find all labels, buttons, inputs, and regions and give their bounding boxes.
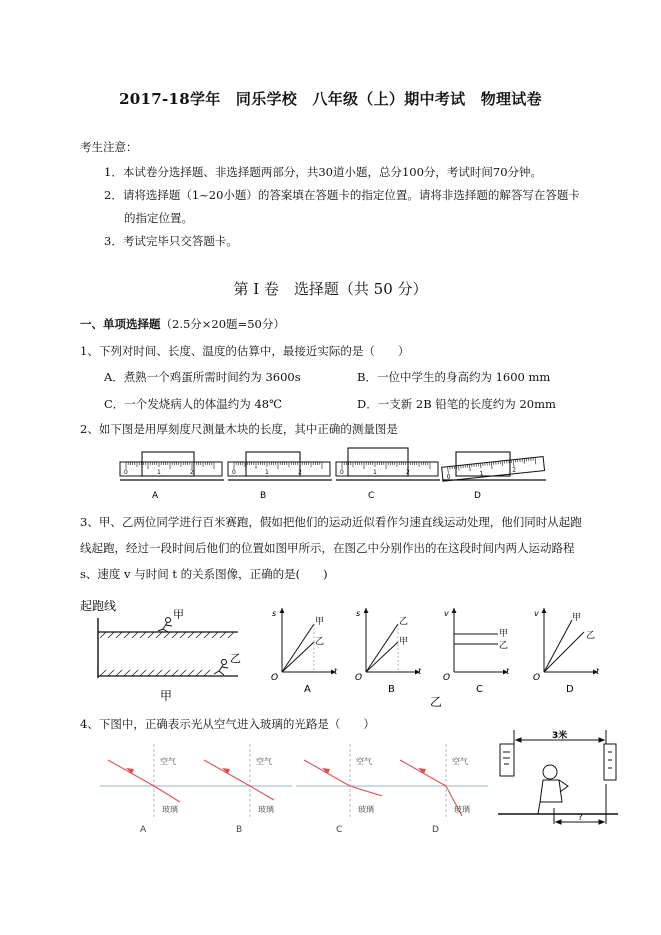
ruler-label: B: [260, 491, 267, 501]
graph-a: [271, 608, 338, 695]
line-label-bottom: 乙: [499, 641, 509, 651]
svg-text:1: 1: [373, 469, 377, 476]
x-axis-label: t: [334, 667, 338, 676]
y-axis-label: v: [534, 609, 539, 618]
origin-label: O: [443, 673, 451, 683]
svg-text:2: 2: [511, 466, 517, 474]
line-label-bottom: 乙: [315, 637, 325, 647]
q3-graphs-figure: [262, 598, 600, 710]
section-title: 第 I 卷 选择题（共 50 分）: [233, 280, 428, 298]
ruler-label: D: [474, 491, 481, 501]
unknown-distance-label: ?: [578, 813, 583, 823]
q3-track-figure: [78, 596, 248, 706]
y-axis-label: s: [272, 609, 277, 618]
graph-c: [443, 608, 510, 695]
air-label: 空气: [256, 757, 272, 766]
part1-title: 一、单项选择题: [80, 317, 161, 331]
part1-heading: [80, 316, 285, 332]
q1-option-b: B．一位中学生的身高约为 1600 mm: [357, 370, 551, 384]
start-line-label: 起跑线: [80, 599, 117, 613]
y-axis-label: s: [356, 609, 361, 618]
page-title: 2017-18学年 同乐学校 八年级（上）期中考试 物理试卷: [119, 90, 542, 108]
q4-stem: 4、下图中，正确表示光从空气进入玻璃的光路是（ ）: [80, 717, 375, 731]
graph-label: A: [304, 684, 311, 695]
svg-text:0: 0: [446, 473, 451, 481]
svg-text:2: 2: [406, 469, 410, 476]
q2-stem: 2、如下图是用厚刻度尺测量木块的长度，其中正确的测量图是: [80, 422, 398, 436]
graph-label: D: [566, 684, 574, 695]
line-label-top: 甲: [315, 617, 325, 627]
air-label: 空气: [160, 757, 176, 766]
diagram-label: B: [236, 825, 243, 835]
svg-text:0: 0: [232, 469, 236, 476]
graph-d: [533, 608, 600, 695]
ruler-label: A: [152, 491, 159, 501]
notice-heading: 考生注意：: [80, 140, 138, 154]
line-label-top: 乙: [399, 617, 409, 627]
q2-ruler-figure: [120, 440, 550, 502]
runner-yi-label: 乙: [230, 652, 241, 665]
line-label-top: 甲: [572, 613, 582, 623]
q4-refraction-figure: [100, 744, 490, 838]
svg-text:2: 2: [190, 469, 194, 476]
y-axis-label: v: [444, 609, 449, 618]
line-label-bottom: 甲: [399, 637, 409, 647]
air-label: 空气: [356, 757, 372, 766]
glass-label: 玻璃: [258, 805, 274, 814]
q3-line-2: 线起跑，经过一段时间后他们的位置如图甲所示，在图乙中分别作出的在这段时间内两人运动路程: [80, 541, 575, 555]
svg-text:1: 1: [265, 469, 269, 476]
svg-text:2: 2: [298, 469, 302, 476]
diagram-label: D: [432, 825, 439, 835]
glass-label: 玻璃: [454, 805, 470, 814]
q3-line-3: s、速度 v 与时间 t 的关系图像，正确的是( ): [80, 567, 328, 581]
refraction-diagram-c: [296, 744, 392, 835]
diagram-label: A: [140, 825, 147, 835]
distance-label: 3米: [552, 731, 568, 741]
svg-text:0: 0: [124, 469, 128, 476]
q3-line-1: 3、甲、乙两位同学进行百米赛跑，假如把他们的运动近似看作匀速直线运动处理，他们同时从起跑: [80, 515, 582, 529]
line-label-bottom: 乙: [586, 631, 596, 641]
air-label: 空气: [452, 757, 468, 766]
q1-option-d: D．一支新 2B 铅笔的长度约为 20mm: [357, 397, 556, 411]
ruler-diagram-c: [336, 448, 440, 501]
eye-test-figure: [494, 728, 624, 830]
runner-yi-icon: [214, 660, 228, 676]
svg-text:1: 1: [479, 469, 484, 478]
q1-stem: 1、下列对时间、长度、温度的估算中，最接近实际的是（ ）: [80, 344, 410, 358]
part1-score: （2.5分×20题=50分）: [160, 317, 285, 331]
origin-label: O: [533, 673, 541, 683]
svg-text:0: 0: [340, 469, 344, 476]
refraction-diagram-a: [100, 744, 196, 835]
x-axis-label: t: [418, 667, 422, 676]
notice-item-3: 3．考试完毕只交答题卡。: [104, 234, 238, 248]
ruler-diagram-b: [228, 452, 332, 501]
graph-label: B: [388, 684, 395, 695]
graph-label: C: [476, 684, 483, 695]
q1-option-c: C．一个发烧病人的体温约为 48℃: [104, 397, 282, 411]
graph-b: [355, 608, 422, 695]
glass-label: 玻璃: [162, 805, 178, 814]
fig-yi-caption: 乙: [430, 695, 443, 709]
line-label-top: 甲: [499, 629, 509, 639]
x-axis-label: t: [596, 667, 600, 676]
ruler-diagram-d: [442, 452, 546, 501]
svg-text:1: 1: [157, 469, 161, 476]
origin-label: O: [271, 673, 279, 683]
runner-jia-label: 甲: [173, 608, 184, 621]
ruler-diagram-a: [120, 452, 224, 501]
notice-item-2-line-2: 的指定位置。: [124, 211, 193, 225]
glass-label: 玻璃: [358, 805, 374, 814]
diagram-label: C: [336, 825, 343, 835]
notice-item-1: 1．本试卷分选择题、非选择题两部分，共30道小题，总分100分，考试时间70分钟。: [104, 165, 543, 179]
notice-item-2-line-1: 2．请将选择题（1~20小题）的答案填在答题卡的指定位置。请将非选择题的解答写在答题卡: [104, 188, 580, 202]
runner-jia-icon: [158, 618, 172, 633]
refraction-diagram-d: [392, 744, 488, 835]
origin-label: O: [355, 673, 363, 683]
ruler-label: C: [368, 491, 375, 501]
refraction-diagram-b: [196, 744, 292, 835]
fig-jia-caption: 甲: [160, 689, 173, 703]
q1-option-a: A．煮熟一个鸡蛋所需时间约为 3600s: [104, 370, 301, 384]
x-axis-label: t: [506, 667, 510, 676]
